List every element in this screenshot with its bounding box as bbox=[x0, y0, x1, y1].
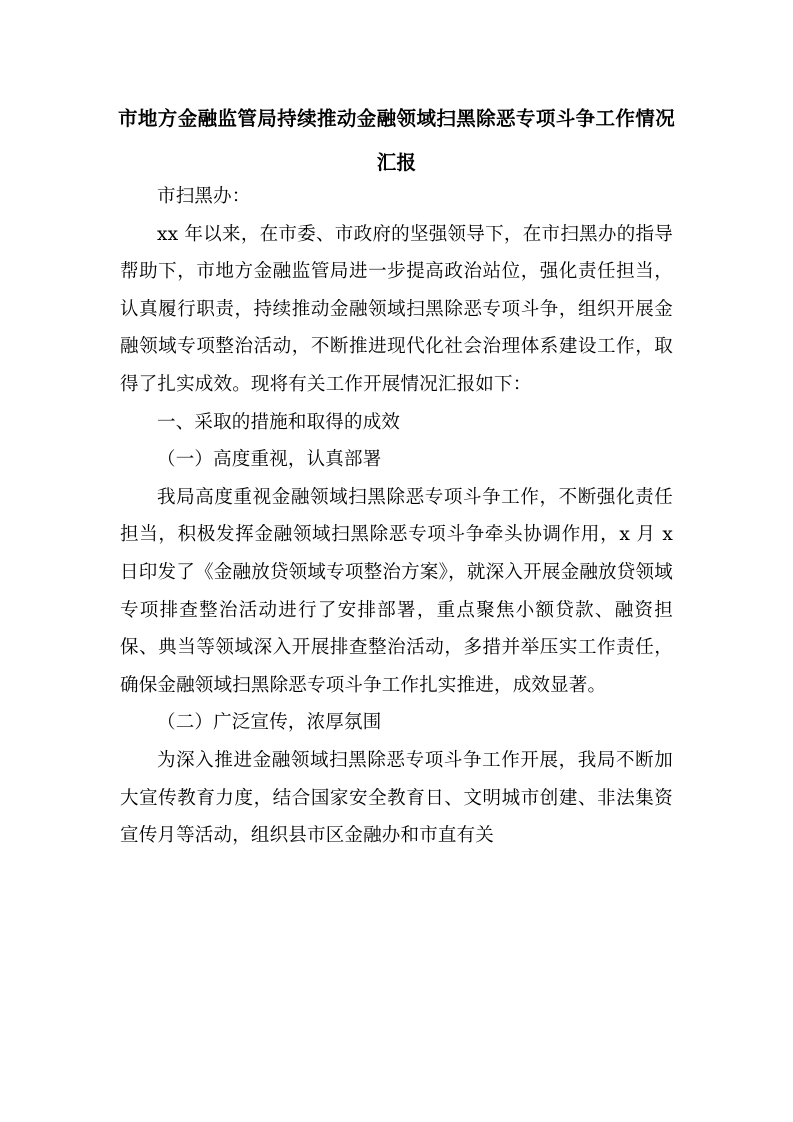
document-title: 市地方金融监管局持续推动金融领域扫黑除恶专项斗争工作情况汇报 bbox=[118, 107, 675, 174]
document-body bbox=[120, 178, 673, 855]
section-heading-1: 一、采取的措施和取得的成效 bbox=[157, 411, 401, 433]
paragraph-publicity: 为深入推进金融领域扫黑除恶专项斗争工作开展，我局不断加大宣传教育力度，结合国家安全教育日、文明城市创建、非法集资宣传月等活动，组织县市区金融办和市直有关 bbox=[120, 749, 673, 847]
subsection-heading-2: （二）广泛宣传，浓厚氛围 bbox=[157, 712, 382, 734]
paragraph-deployment: 我局高度重视金融领域扫黑除恶专项斗争工作，不断强化责任担当，积极发挥金融领域扫黑除恶专项斗争牵头协调作用，x 月 x 日印发了《金融放贷领域专项整治方案》，就深入开展金融放贷领域专项排查整治活动进行了安排部署，重点聚焦小额贷款、融资担保、典当等领域深入开展排查整治活动，多措并举压实工作责任，确保金融领域扫黑除恶专项斗争工作扎实推进，成效显著。 bbox=[120, 486, 673, 696]
salutation: 市扫黑办： bbox=[157, 186, 251, 207]
paragraph-intro: xx 年以来，在市委、市政府的坚强领导下，在市扫黑办的指导帮助下，市地方金融监管局进一步提高政治站位，强化责任担当，认真履行职责，持续推动金融领域扫黑除恶专项斗争，组织开展金融领域专项整治活动，不断推进现代化社会治理体系建设工作，取得了扎实成效。现将有关工作开展情况汇报如下： bbox=[120, 223, 673, 395]
subsection-heading-1: （一）高度重视，认真部署 bbox=[157, 449, 382, 471]
